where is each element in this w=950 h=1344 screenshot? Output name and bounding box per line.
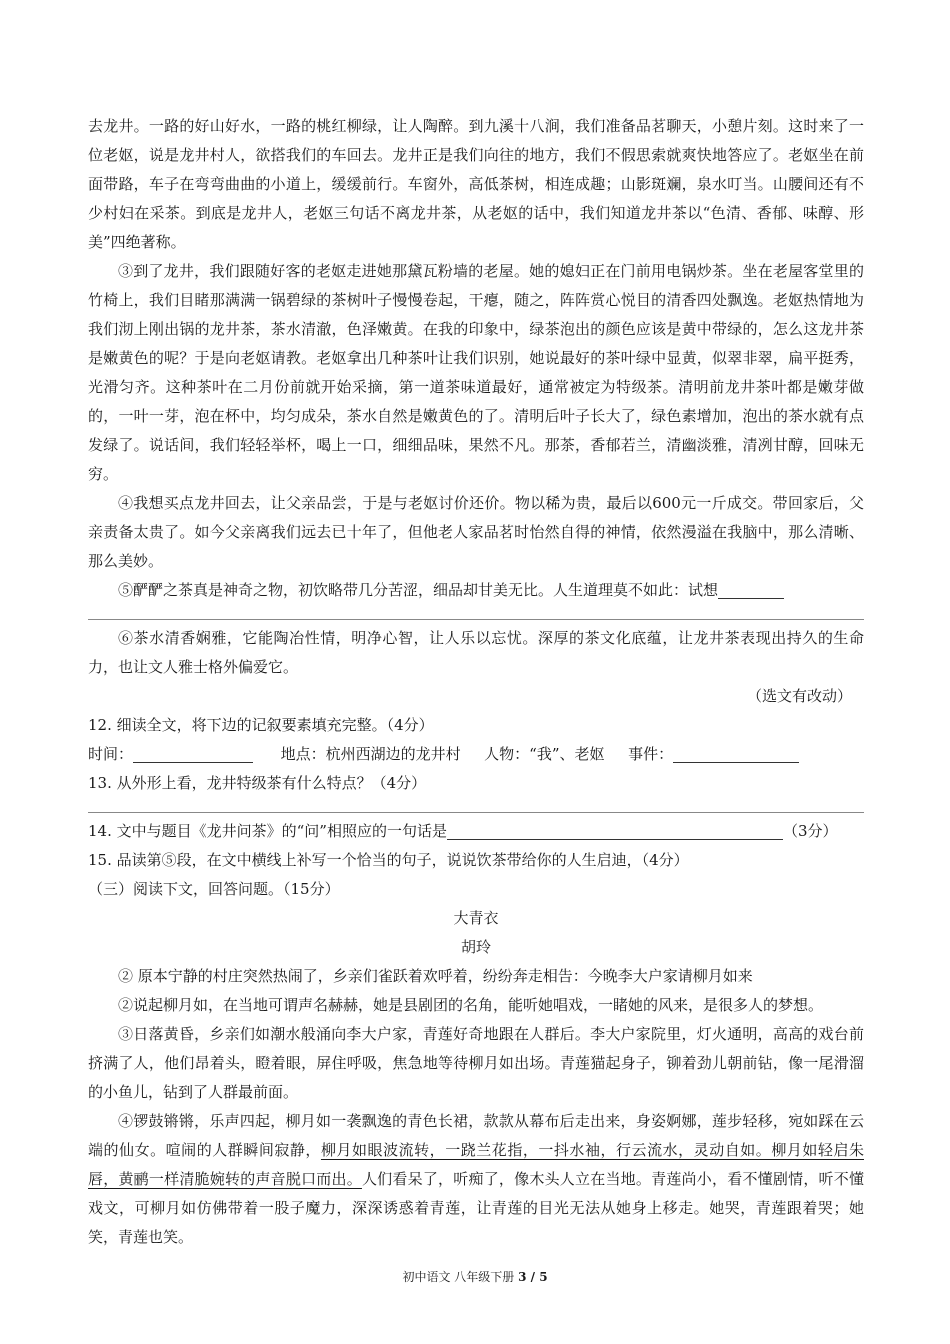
- question-12: 12. 细读全文，将下边的记叙要素填充完整。（4分）: [88, 716, 434, 734]
- article-paragraph-1: ② 原本宁静的村庄突然热闹了，乡亲们雀跃着欢呼着，纷纷奔走相告：今晚李大户家请柳月如来: [118, 967, 753, 985]
- paragraph-continued: 去龙井。一路的好山好水，一路的桃红柳绿，让人陶醉。到九溪十八涧，我们准备品茗聊天，小憩片刻。这时来了一位老妪，说是龙井村人，欲搭我们的车回去。龙井正是我们向往的地方，我们不假思索就爽快地答应了。老妪坐在前面带路，车子在弯弯曲曲的小道上，缓缓前行。车窗外，高低茶树，相连成趣；山影斑斓，泉水叮当。山腰间还有不少村妇在采茶。到底是龙井人，老妪三句话不离龙井茶，从老妪的话中，我们知道龙井茶以“色清、香郁、味醇、形美”四绝著称。: [88, 117, 864, 251]
- page-footer: [0, 1268, 950, 1285]
- paragraph-5-text: ⑤酽酽之茶真是神奇之物，初饮略带几分苦涩，细品却甘美无比。人生道理莫不如此：试想: [118, 581, 719, 599]
- article-paragraph-3: ③日落黄昏，乡亲们如潮水般涌向李大户家，青莲好奇地跟在人群后。李大户家院里，灯火通明，高高的戏台前挤满了人，他们昂着头，瞪着眼，屏住呼吸，焦急地等待柳月如出场。青莲猫起身子，铆着劲儿朝前钻，像一尾滑溜的小鱼儿，钻到了人群最前面。: [88, 1025, 864, 1101]
- q12-place: 地点：杭州西湖边的龙井村: [280, 745, 461, 763]
- article-paragraph-2: ②说起柳月如，在当地可谓声名赫赫，她是县剧团的名角，能听她唱戏，一睹她的风来，是很多人的梦想。: [118, 996, 824, 1014]
- article-paragraph-4: [88, 1107, 864, 1252]
- page-number: 3 / 5: [518, 1270, 548, 1284]
- p4-text-b: 人们看呆了，听痴了，像木头人立在当地。青莲尚小，看不懂剧情，听不懂戏文，可柳月如仿佛带着一股子魔力，深深诱惑着青莲，让青莲的目光无法从她身上移走。她哭，青莲跟着哭；她笑，青莲也笑。: [88, 1170, 864, 1246]
- q12-time-label: 时间：: [88, 745, 134, 763]
- answer-line-p5[interactable]: [88, 605, 864, 620]
- question-12-fields: [88, 740, 864, 769]
- paragraph-5: [88, 576, 864, 605]
- q14-text: 14. 文中与题目《龙井问茶》的“问”相照应的一句话是: [88, 822, 447, 840]
- document-page: [88, 112, 864, 1252]
- q14-score: （3分）: [782, 822, 838, 840]
- footer-label: 初中语文 八年级下册: [402, 1270, 515, 1284]
- section-3-heading: （三）阅读下文，回答问题。（15分）: [88, 880, 340, 898]
- q12-people: 人物：“我”、老妪: [484, 745, 605, 763]
- answer-blank-p5[interactable]: [718, 580, 784, 599]
- p4-underlined-sentence: 柳月如眼波流转，一跷兰花指，一抖水袖，行云流水，灵动自如。柳月如轻启朱唇，黄鹂一样清脆婉转的声音脱口而出。: [88, 1141, 864, 1188]
- paragraph-4: ④我想买点龙井回去，让父亲品尝，于是与老妪讨价还价。物以稀为贵，最后以600元一斤成交。带回家后，父亲责备太贵了。如今父亲离我们远去已十年了，但他老人家品茗时怡然自得的神情，依然漫溢在我脑中，那么清晰、那么美妙。: [88, 494, 864, 570]
- question-13: 13. 从外形上看，龙井特级茶有什么特点？（4分）: [88, 774, 427, 792]
- article-title: 大青衣: [453, 909, 499, 927]
- question-15: 15. 品读第⑤段，在文中横线上补写一个恰当的句子，说说饮茶带给你的人生启迪，（4分）: [88, 851, 689, 869]
- q12-time-blank[interactable]: [133, 744, 253, 763]
- q12-event-blank[interactable]: [673, 744, 799, 763]
- answer-line-q13[interactable]: [88, 798, 864, 813]
- source-note: （选文有改动）: [746, 687, 852, 705]
- article-author: 胡玲: [460, 938, 491, 956]
- question-14: [88, 817, 864, 846]
- paragraph-6: ⑥茶水清香娴雅，它能陶冶性情，明净心智，让人乐以忘忧。深厚的茶文化底蕴，让龙井茶表现出持久的生命力，也让文人雅士格外偏爱它。: [88, 629, 864, 676]
- q12-event-label: 事件：: [628, 745, 674, 763]
- p4-text-a: ④锣鼓锵锵，乐声四起，柳月如一袭飘逸的青色长裙，款款从幕布后走出来，身姿婀娜，莲步轻移，宛如踩在云端的仙女。喧闹的人群瞬间寂静，: [88, 1112, 864, 1159]
- q14-blank[interactable]: [447, 821, 783, 840]
- paragraph-3: ③到了龙井，我们跟随好客的老妪走进她那黛瓦粉墙的老屋。她的媳妇正在门前用电锅炒茶。坐在老屋客堂里的竹椅上，我们目睹那满满一锅碧绿的茶树叶子慢慢卷起，干瘪，随之，阵阵赏心悦目的清香四处飘逸。老妪热情地为我们沏上刚出锅的龙井茶，茶水清澈，色泽嫩黄。在我的印象中，绿茶泡出的颜色应该是黄中带绿的，怎么这龙井茶是嫩黄色的呢？于是向老妪请教。老妪拿出几种茶叶让我们识别，她说最好的茶叶绿中显黄，似翠非翠，扁平挺秀，光滑匀齐。这种茶叶在二月份前就开始采摘，第一道茶味道最好，通常被定为特级茶。清明前龙井茶叶都是嫩芽做的，一叶一芽，泡在杯中，均匀成朵，茶水自然是嫩黄色的了。清明后叶子长大了，绿色素增加，泡出的茶水就有点发绿了。说话间，我们轻轻举杯，喝上一口，细细品味，果然不凡。那茶，香郁若兰，清幽淡雅，清冽甘醇，回味无穷。: [88, 262, 864, 483]
